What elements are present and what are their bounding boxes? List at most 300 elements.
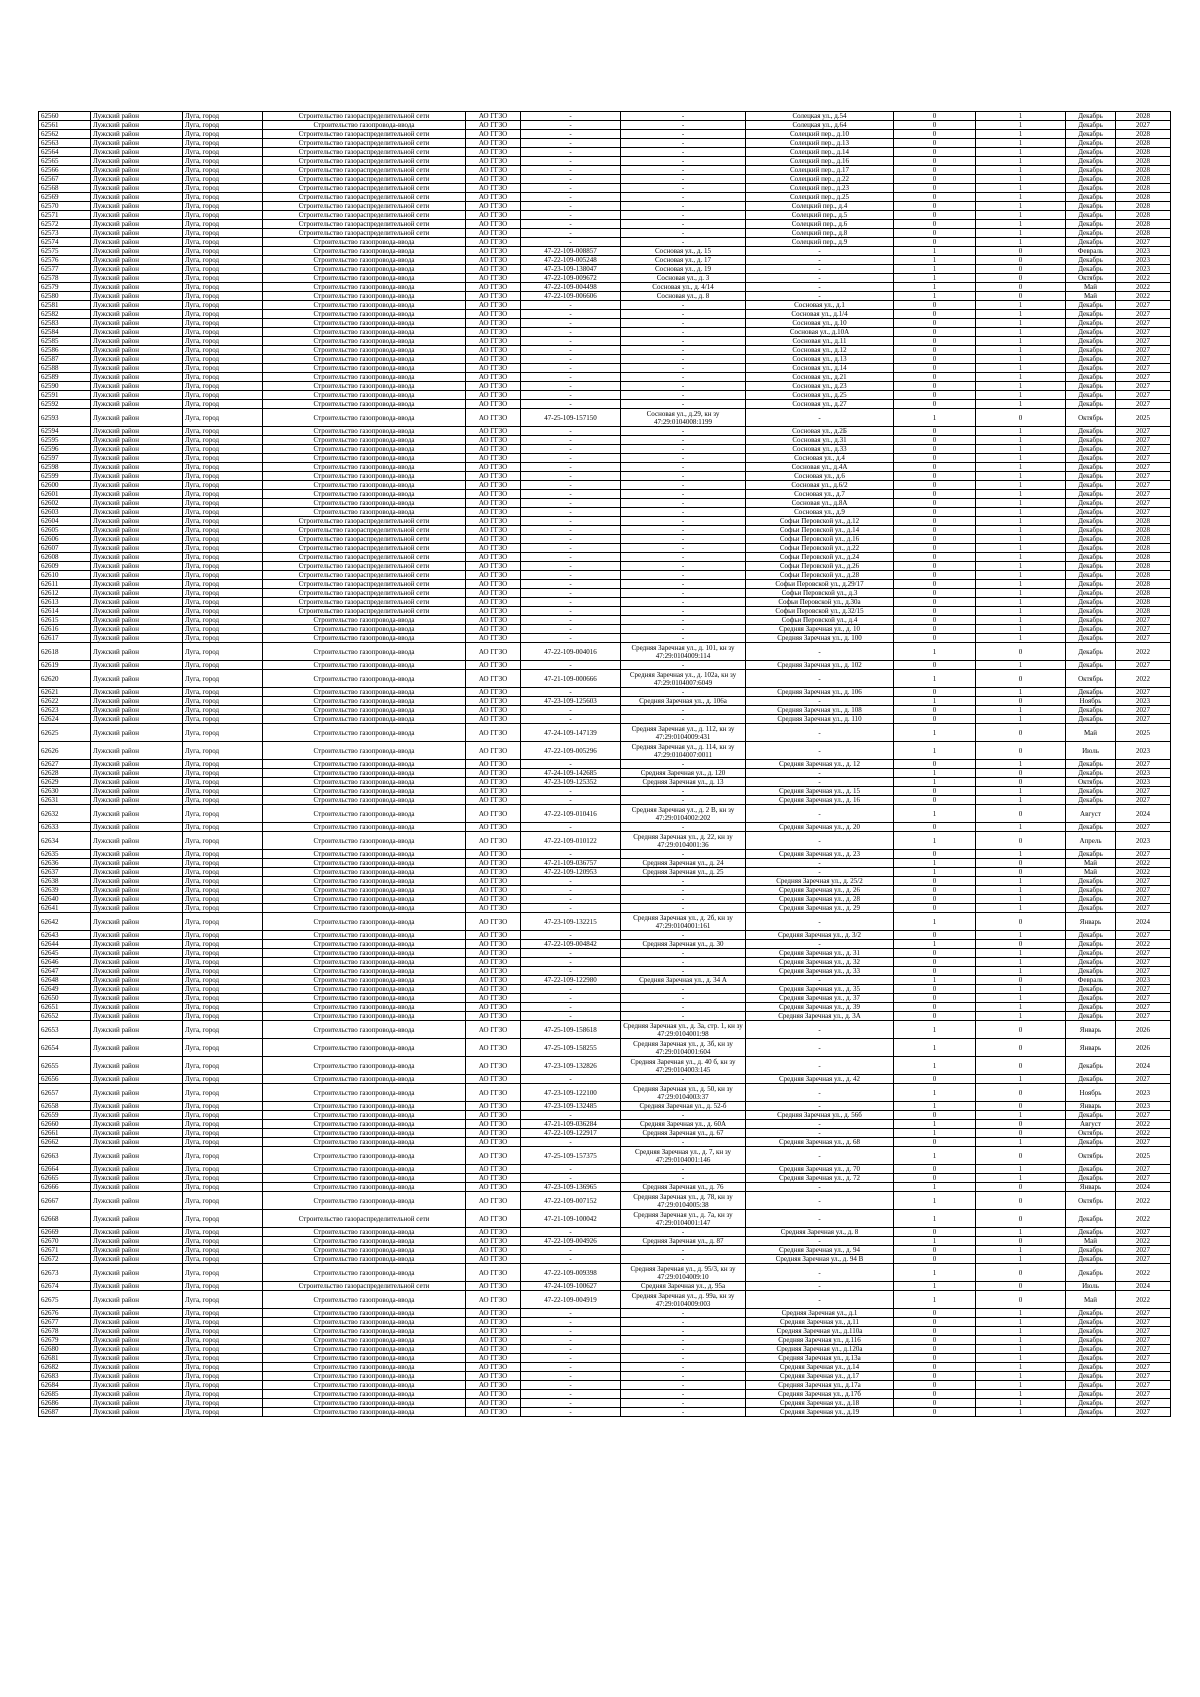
- count-b-cell: 1: [976, 598, 1066, 607]
- planned-address-cell: -: [746, 868, 894, 877]
- locality-cell: Луга, город: [183, 337, 263, 346]
- organization-cell: АО ГГЗО: [466, 904, 521, 913]
- row-id-cell: 62560: [39, 112, 91, 121]
- organization-cell: АО ГГЗО: [466, 859, 521, 868]
- year-cell: 2028: [1116, 526, 1171, 535]
- locality-cell: Луга, город: [183, 1399, 263, 1408]
- planned-address-cell: -: [746, 409, 894, 427]
- work-type-cell: Строительство газопровода-ввода: [263, 364, 466, 373]
- locality-cell: Луга, город: [183, 571, 263, 580]
- cadastral-number-cell: 47-22-109-004919: [521, 1291, 621, 1309]
- count-a-cell: 0: [894, 211, 976, 220]
- district-cell: Лужский район: [91, 139, 183, 148]
- work-type-cell: Строительство газопровода-ввода: [263, 778, 466, 787]
- organization-cell: АО ГГЗО: [466, 1336, 521, 1345]
- month-cell: Декабрь: [1066, 1138, 1116, 1147]
- table-row: [39, 148, 1171, 157]
- organization-cell: АО ГГЗО: [466, 121, 521, 130]
- connected-address-cell: Сосновая ул., д. 19: [621, 265, 746, 274]
- work-type-cell: Строительство газопровода-ввода: [263, 805, 466, 823]
- year-cell: 2028: [1116, 598, 1171, 607]
- row-id-cell: 62647: [39, 967, 91, 976]
- year-cell: 2028: [1116, 184, 1171, 193]
- year-cell: 2027: [1116, 1174, 1171, 1183]
- row-id-cell: 62619: [39, 661, 91, 670]
- row-id-cell: 62665: [39, 1174, 91, 1183]
- connected-address-cell: Сосновая ул., д. 3: [621, 274, 746, 283]
- row-id-cell: 62593: [39, 409, 91, 427]
- work-type-cell: Строительство газораспределительной сети: [263, 1282, 466, 1291]
- locality-cell: Луга, город: [183, 1174, 263, 1183]
- count-a-cell: 0: [894, 1138, 976, 1147]
- locality-cell: Луга, город: [183, 130, 263, 139]
- row-id-cell: 62584: [39, 328, 91, 337]
- locality-cell: Луга, город: [183, 607, 263, 616]
- count-a-cell: 0: [894, 877, 976, 886]
- organization-cell: АО ГГЗО: [466, 526, 521, 535]
- row-id-cell: 62673: [39, 1264, 91, 1282]
- year-cell: 2022: [1116, 1291, 1171, 1309]
- table-row: [39, 967, 1171, 976]
- year-cell: 2027: [1116, 1228, 1171, 1237]
- count-a-cell: 1: [894, 1129, 976, 1138]
- organization-cell: АО ГГЗО: [466, 1309, 521, 1318]
- month-cell: Декабрь: [1066, 1336, 1116, 1345]
- organization-cell: АО ГГЗО: [466, 301, 521, 310]
- year-cell: 2027: [1116, 382, 1171, 391]
- count-a-cell: 0: [894, 319, 976, 328]
- planned-address-cell: Средняя Заречная ул., д.110а: [746, 1327, 894, 1336]
- planned-address-cell: Софьи Перовской ул., д.4: [746, 616, 894, 625]
- count-a-cell: 0: [894, 571, 976, 580]
- month-cell: Декабрь: [1066, 265, 1116, 274]
- work-type-cell: Строительство газопровода-ввода: [263, 868, 466, 877]
- connected-address-cell: -: [621, 445, 746, 454]
- cadastral-number-cell: -: [521, 985, 621, 994]
- cadastral-number-cell: -: [521, 661, 621, 670]
- count-b-cell: 0: [976, 1147, 1066, 1165]
- work-type-cell: Строительство газораспределительной сети: [263, 202, 466, 211]
- table-row: [39, 940, 1171, 949]
- cadastral-number-cell: 47-22-109-007152: [521, 1192, 621, 1210]
- count-a-cell: 0: [894, 148, 976, 157]
- connected-address-cell: -: [621, 1309, 746, 1318]
- organization-cell: АО ГГЗО: [466, 229, 521, 238]
- cadastral-number-cell: -: [521, 373, 621, 382]
- district-cell: Лужский район: [91, 373, 183, 382]
- count-a-cell: 1: [894, 940, 976, 949]
- table-row: [39, 130, 1171, 139]
- organization-cell: АО ГГЗО: [466, 742, 521, 760]
- work-type-cell: Строительство газопровода-ввода: [263, 1084, 466, 1102]
- planned-address-cell: Солецкий пер., д.8: [746, 229, 894, 238]
- work-type-cell: Строительство газораспределительной сети: [263, 184, 466, 193]
- district-cell: Лужский район: [91, 571, 183, 580]
- row-id-cell: 62662: [39, 1138, 91, 1147]
- locality-cell: Луга, город: [183, 283, 263, 292]
- work-type-cell: Строительство газопровода-ввода: [263, 949, 466, 958]
- district-cell: Лужский район: [91, 1147, 183, 1165]
- year-cell: 2027: [1116, 445, 1171, 454]
- connected-address-cell: Средняя Заречная ул., д. 87: [621, 1237, 746, 1246]
- connected-address-cell: Средняя Заречная ул., д. 24: [621, 859, 746, 868]
- work-type-cell: Строительство газопровода-ввода: [263, 1102, 466, 1111]
- year-cell: 2026: [1116, 1021, 1171, 1039]
- work-type-cell: Строительство газопровода-ввода: [263, 409, 466, 427]
- row-id-cell: 62631: [39, 796, 91, 805]
- locality-cell: Луга, город: [183, 706, 263, 715]
- organization-cell: АО ГГЗО: [466, 823, 521, 832]
- organization-cell: АО ГГЗО: [466, 1327, 521, 1336]
- organization-cell: АО ГГЗО: [466, 436, 521, 445]
- table-row: [39, 202, 1171, 211]
- district-cell: Лужский район: [91, 454, 183, 463]
- year-cell: 2027: [1116, 508, 1171, 517]
- count-b-cell: 1: [976, 400, 1066, 409]
- month-cell: Декабрь: [1066, 445, 1116, 454]
- row-id-cell: 62616: [39, 625, 91, 634]
- month-cell: Декабрь: [1066, 1372, 1116, 1381]
- row-id-cell: 62625: [39, 724, 91, 742]
- work-type-cell: Строительство газопровода-ввода: [263, 499, 466, 508]
- locality-cell: Луга, город: [183, 1183, 263, 1192]
- work-type-cell: Строительство газопровода-ввода: [263, 1318, 466, 1327]
- cadastral-number-cell: 47-24-109-147139: [521, 724, 621, 742]
- row-id-cell: 62594: [39, 427, 91, 436]
- district-cell: Лужский район: [91, 832, 183, 850]
- connected-address-cell: -: [621, 607, 746, 616]
- table-row: [39, 1111, 1171, 1120]
- connected-address-cell: -: [621, 1408, 746, 1417]
- work-type-cell: Строительство газопровода-ввода: [263, 310, 466, 319]
- locality-cell: Луга, город: [183, 526, 263, 535]
- count-b-cell: 0: [976, 1039, 1066, 1057]
- planned-address-cell: -: [746, 724, 894, 742]
- district-cell: Лужский район: [91, 1138, 183, 1147]
- organization-cell: АО ГГЗО: [466, 265, 521, 274]
- count-b-cell: 0: [976, 265, 1066, 274]
- row-id-cell: 62668: [39, 1210, 91, 1228]
- year-cell: 2028: [1116, 562, 1171, 571]
- year-cell: 2027: [1116, 1399, 1171, 1408]
- locality-cell: Луга, город: [183, 229, 263, 238]
- locality-cell: Луга, город: [183, 346, 263, 355]
- district-cell: Лужский район: [91, 877, 183, 886]
- year-cell: 2023: [1116, 1102, 1171, 1111]
- count-a-cell: 1: [894, 697, 976, 706]
- organization-cell: АО ГГЗО: [466, 913, 521, 931]
- count-b-cell: 0: [976, 1183, 1066, 1192]
- locality-cell: Луга, город: [183, 553, 263, 562]
- work-type-cell: Строительство газораспределительной сети: [263, 589, 466, 598]
- count-b-cell: 1: [976, 1336, 1066, 1345]
- organization-cell: АО ГГЗО: [466, 1264, 521, 1282]
- count-b-cell: 1: [976, 1246, 1066, 1255]
- row-id-cell: 62679: [39, 1336, 91, 1345]
- count-a-cell: 0: [894, 382, 976, 391]
- organization-cell: АО ГГЗО: [466, 994, 521, 1003]
- district-cell: Лужский район: [91, 805, 183, 823]
- year-cell: 2027: [1116, 1381, 1171, 1390]
- work-type-cell: Строительство газораспределительной сети: [263, 229, 466, 238]
- month-cell: Декабрь: [1066, 436, 1116, 445]
- district-cell: Лужский район: [91, 1120, 183, 1129]
- locality-cell: Луга, город: [183, 1210, 263, 1228]
- table-row: [39, 697, 1171, 706]
- count-b-cell: 1: [976, 1381, 1066, 1390]
- locality-cell: Луга, город: [183, 1165, 263, 1174]
- district-cell: Лужский район: [91, 382, 183, 391]
- year-cell: 2022: [1116, 1129, 1171, 1138]
- row-id-cell: 62657: [39, 1084, 91, 1102]
- table-row: [39, 904, 1171, 913]
- row-id-cell: 62571: [39, 211, 91, 220]
- count-b-cell: 0: [976, 1282, 1066, 1291]
- cadastral-number-cell: 47-22-109-005296: [521, 742, 621, 760]
- table-row: [39, 787, 1171, 796]
- count-b-cell: 1: [976, 634, 1066, 643]
- count-a-cell: 1: [894, 274, 976, 283]
- month-cell: Июль: [1066, 1282, 1116, 1291]
- table-row: [39, 382, 1171, 391]
- cadastral-number-cell: -: [521, 562, 621, 571]
- month-cell: Декабрь: [1066, 130, 1116, 139]
- planned-address-cell: Средняя Заречная ул., д.1: [746, 1309, 894, 1318]
- locality-cell: Луга, город: [183, 490, 263, 499]
- row-id-cell: 62562: [39, 130, 91, 139]
- cadastral-number-cell: 47-23-109-132215: [521, 913, 621, 931]
- district-cell: Лужский район: [91, 337, 183, 346]
- planned-address-cell: Солецкий пер., д.16: [746, 157, 894, 166]
- month-cell: Декабрь: [1066, 148, 1116, 157]
- planned-address-cell: -: [746, 1264, 894, 1282]
- connected-address-cell: -: [621, 310, 746, 319]
- row-id-cell: 62677: [39, 1318, 91, 1327]
- count-b-cell: 1: [976, 616, 1066, 625]
- table-row: [39, 850, 1171, 859]
- table-row: [39, 1291, 1171, 1309]
- organization-cell: АО ГГЗО: [466, 1003, 521, 1012]
- count-a-cell: 1: [894, 913, 976, 931]
- count-a-cell: 0: [894, 904, 976, 913]
- table-row: [39, 805, 1171, 823]
- connected-address-cell: -: [621, 1381, 746, 1390]
- row-id-cell: 62666: [39, 1183, 91, 1192]
- locality-cell: Луга, город: [183, 994, 263, 1003]
- cadastral-number-cell: -: [521, 490, 621, 499]
- count-b-cell: 1: [976, 490, 1066, 499]
- cadastral-number-cell: -: [521, 499, 621, 508]
- count-a-cell: 0: [894, 958, 976, 967]
- cadastral-number-cell: 47-25-109-158618: [521, 1021, 621, 1039]
- locality-cell: Луга, город: [183, 1129, 263, 1138]
- planned-address-cell: Средняя Заречная ул., д.116: [746, 1336, 894, 1345]
- work-type-cell: Строительство газопровода-ввода: [263, 850, 466, 859]
- year-cell: 2025: [1116, 1147, 1171, 1165]
- count-b-cell: 1: [976, 1318, 1066, 1327]
- row-id-cell: 62644: [39, 940, 91, 949]
- cadastral-number-cell: -: [521, 319, 621, 328]
- connected-address-cell: -: [621, 544, 746, 553]
- work-type-cell: Строительство газопровода-ввода: [263, 1327, 466, 1336]
- month-cell: Декабрь: [1066, 715, 1116, 724]
- month-cell: Декабрь: [1066, 823, 1116, 832]
- count-b-cell: 1: [976, 472, 1066, 481]
- row-id-cell: 62563: [39, 139, 91, 148]
- row-id-cell: 62682: [39, 1363, 91, 1372]
- organization-cell: АО ГГЗО: [466, 238, 521, 247]
- planned-address-cell: -: [746, 1084, 894, 1102]
- work-type-cell: Строительство газопровода-ввода: [263, 634, 466, 643]
- district-cell: Лужский район: [91, 742, 183, 760]
- organization-cell: АО ГГЗО: [466, 868, 521, 877]
- year-cell: 2027: [1116, 886, 1171, 895]
- row-id-cell: 62622: [39, 697, 91, 706]
- work-type-cell: Строительство газораспределительной сети: [263, 220, 466, 229]
- planned-address-cell: Сосновая ул., д.1/4: [746, 310, 894, 319]
- count-a-cell: 0: [894, 589, 976, 598]
- month-cell: Декабрь: [1066, 1057, 1116, 1075]
- connected-address-cell: Средняя Заречная ул., д. 99а, кн зу 47:29:0104009:003: [621, 1291, 746, 1309]
- planned-address-cell: Средняя Заречная ул., д. 28: [746, 895, 894, 904]
- connected-address-cell: -: [621, 1318, 746, 1327]
- connected-address-cell: -: [621, 706, 746, 715]
- month-cell: Август: [1066, 805, 1116, 823]
- locality-cell: Луга, город: [183, 499, 263, 508]
- organization-cell: АО ГГЗО: [466, 1012, 521, 1021]
- count-b-cell: 1: [976, 355, 1066, 364]
- connected-address-cell: -: [621, 499, 746, 508]
- count-a-cell: 0: [894, 796, 976, 805]
- row-id-cell: 62610: [39, 571, 91, 580]
- district-cell: Лужский район: [91, 895, 183, 904]
- table-row: [39, 301, 1171, 310]
- work-type-cell: Строительство газораспределительной сети: [263, 112, 466, 121]
- count-a-cell: 1: [894, 724, 976, 742]
- count-a-cell: 0: [894, 931, 976, 940]
- locality-cell: Луга, город: [183, 121, 263, 130]
- organization-cell: АО ГГЗО: [466, 1399, 521, 1408]
- year-cell: 2027: [1116, 1012, 1171, 1021]
- work-type-cell: Строительство газопровода-ввода: [263, 1165, 466, 1174]
- planned-address-cell: Средняя Заречная ул., д.17а: [746, 1381, 894, 1390]
- table-row: [39, 310, 1171, 319]
- organization-cell: АО ГГЗО: [466, 544, 521, 553]
- work-type-cell: Строительство газопровода-ввода: [263, 886, 466, 895]
- district-cell: Лужский район: [91, 229, 183, 238]
- connected-address-cell: Средняя Заречная ул., д. 67: [621, 1129, 746, 1138]
- connected-address-cell: Средняя Заречная ул., д. 7, кн зу 47:29:0104001:146: [621, 1147, 746, 1165]
- year-cell: 2027: [1116, 301, 1171, 310]
- planned-address-cell: -: [746, 913, 894, 931]
- district-cell: Лужский район: [91, 697, 183, 706]
- month-cell: Декабрь: [1066, 643, 1116, 661]
- year-cell: 2027: [1116, 373, 1171, 382]
- locality-cell: Луга, город: [183, 1075, 263, 1084]
- district-cell: Лужский район: [91, 958, 183, 967]
- count-a-cell: 1: [894, 1021, 976, 1039]
- locality-cell: Луга, город: [183, 1120, 263, 1129]
- count-b-cell: 0: [976, 1291, 1066, 1309]
- work-type-cell: Строительство газопровода-ввода: [263, 337, 466, 346]
- cadastral-number-cell: -: [521, 1345, 621, 1354]
- locality-cell: Луга, город: [183, 139, 263, 148]
- count-b-cell: 1: [976, 436, 1066, 445]
- row-id-cell: 62609: [39, 562, 91, 571]
- year-cell: 2023: [1116, 247, 1171, 256]
- row-id-cell: 62667: [39, 1192, 91, 1210]
- row-id-cell: 62568: [39, 184, 91, 193]
- cadastral-number-cell: 47-25-109-158255: [521, 1039, 621, 1057]
- cadastral-number-cell: 47-22-109-010416: [521, 805, 621, 823]
- year-cell: 2027: [1116, 904, 1171, 913]
- table-row: [39, 634, 1171, 643]
- table-row: [39, 535, 1171, 544]
- planned-address-cell: Софьи Перовской ул., д.29/17: [746, 580, 894, 589]
- month-cell: Декабрь: [1066, 526, 1116, 535]
- count-a-cell: 0: [894, 580, 976, 589]
- connected-address-cell: -: [621, 130, 746, 139]
- planned-address-cell: Сосновая ул., д.23: [746, 382, 894, 391]
- district-cell: Лужский район: [91, 121, 183, 130]
- organization-cell: АО ГГЗО: [466, 877, 521, 886]
- month-cell: Декабрь: [1066, 1174, 1116, 1183]
- connected-address-cell: -: [621, 202, 746, 211]
- count-a-cell: 0: [894, 337, 976, 346]
- count-b-cell: 1: [976, 193, 1066, 202]
- work-type-cell: Строительство газопровода-ввода: [263, 697, 466, 706]
- cadastral-number-cell: 47-23-109-136965: [521, 1183, 621, 1192]
- table-row: [39, 517, 1171, 526]
- connected-address-cell: -: [621, 490, 746, 499]
- planned-address-cell: Средняя Заречная ул., д.19: [746, 1408, 894, 1417]
- year-cell: 2028: [1116, 193, 1171, 202]
- locality-cell: Луга, город: [183, 832, 263, 850]
- count-b-cell: 0: [976, 832, 1066, 850]
- count-a-cell: 0: [894, 1408, 976, 1417]
- cadastral-number-cell: 47-24-109-100627: [521, 1282, 621, 1291]
- cadastral-number-cell: -: [521, 1399, 621, 1408]
- month-cell: Октябрь: [1066, 778, 1116, 787]
- month-cell: Декабрь: [1066, 508, 1116, 517]
- work-type-cell: Строительство газопровода-ввода: [263, 1129, 466, 1138]
- connected-address-cell: -: [621, 517, 746, 526]
- month-cell: Декабрь: [1066, 121, 1116, 130]
- month-cell: Январь: [1066, 913, 1116, 931]
- count-a-cell: 0: [894, 1381, 976, 1390]
- organization-cell: АО ГГЗО: [466, 130, 521, 139]
- count-b-cell: 1: [976, 1111, 1066, 1120]
- locality-cell: Луга, город: [183, 517, 263, 526]
- work-type-cell: Строительство газопровода-ввода: [263, 940, 466, 949]
- count-b-cell: 1: [976, 166, 1066, 175]
- district-cell: Лужский район: [91, 130, 183, 139]
- cadastral-number-cell: -: [521, 1354, 621, 1363]
- year-cell: 2028: [1116, 535, 1171, 544]
- work-type-cell: Строительство газопровода-ввода: [263, 283, 466, 292]
- locality-cell: Луга, город: [183, 913, 263, 931]
- district-cell: Лужский район: [91, 1246, 183, 1255]
- connected-address-cell: Средняя Заречная ул., д. 120: [621, 769, 746, 778]
- table-row: [39, 1210, 1171, 1228]
- district-cell: Лужский район: [91, 355, 183, 364]
- year-cell: 2027: [1116, 967, 1171, 976]
- table-row: [39, 454, 1171, 463]
- work-type-cell: Строительство газопровода-ввода: [263, 1174, 466, 1183]
- table-row: [39, 958, 1171, 967]
- year-cell: 2027: [1116, 490, 1171, 499]
- year-cell: 2022: [1116, 1264, 1171, 1282]
